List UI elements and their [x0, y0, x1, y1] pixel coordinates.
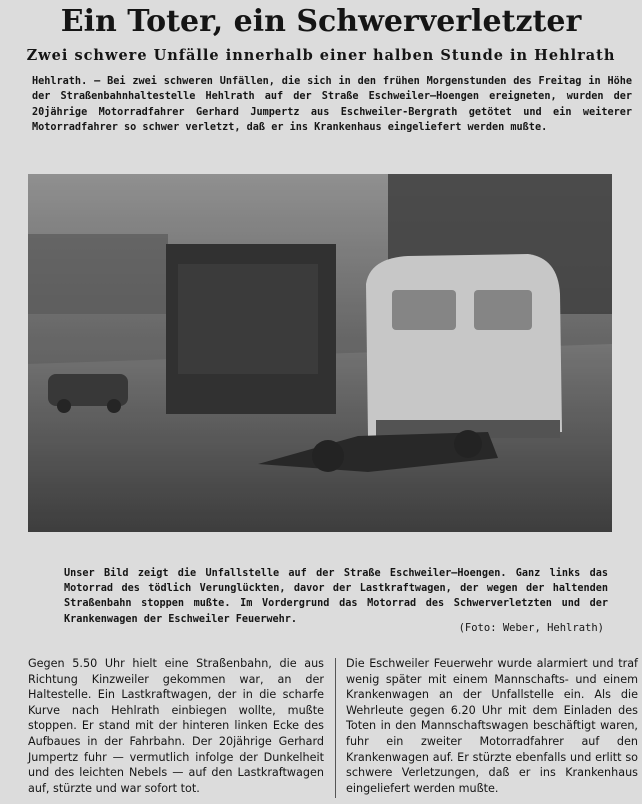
column-divider — [335, 658, 336, 798]
body-column-right: Die Eschweiler Feuerwehr wurde alarmiert und traf wenig später mit einem Mannschafts- und einem Krankenwagen an der Unfallstelle ein. Als die Wehrleute gegen 6.20 Uhr mit dem Einladen des Toten in den Mannschaftswagen beschäftigt waren, fuhr ein zweiter Motorradfahrer auf den Krankenwagen auf. Er stürzte ebenfalls und erlitt so schwere Verletzungen, daß er ins Krankenhaus eingeliefert werden mußte. — [346, 657, 638, 795]
accident-photo — [28, 174, 612, 532]
subheadline: Zwei schwere Unfälle innerhalb einer halben Stunde in Hehlrath — [26, 47, 616, 64]
body-column-left: Gegen 5.50 Uhr hielt eine Straßenbahn, die aus Richtung Kinzweiler gekommen war, an der Haltestelle. Ein Lastkraftwagen, der in die scharfe Kurve nach Hehlrath einbiegen wollte, mußte stoppen. Er stand mit der hinteren linken Ecke des Aufbaues in der Fahrbahn. Der 20jährige Gerhard Jumpertz fuhr — vermutlich infolge der Dunkelheit und des leichten Nebels — auf den Lastkraftwagen auf, stürzte und war sofort tot. — [28, 657, 324, 795]
lead-paragraph: Hehlrath. — Bei zwei schweren Unfällen, die sich in den frühen Morgenstunden des Freitag in Höhe der Straßenbahnhaltestelle Hehlrath auf der Straße Eschweiler—Hoengen ereigneten, wurden der 20jährige Motorradfahrer Gerhard Jumpertz aus Eschweiler-Bergrath getötet und ein weiterer Motorradfahrer so schwer verletzt, daß er ins Krankenhaus eingeliefert werden mußte. — [32, 76, 632, 134]
photo-credit: (Foto: Weber, Hehlrath) — [458, 622, 604, 634]
headline: Ein Toter, ein Schwerverletzter — [60, 4, 582, 39]
photo-caption: Unser Bild zeigt die Unfallstelle auf der Straße Eschweiler—Hoengen. Ganz links das Motorrad des tödlich Verunglückten, davor der Lastkraftwagen, der wegen der haltenden Straßenbahn stoppen mußte. Im Vordergrund das Motorrad des Schwerverletzten und der Krankenwagen der Eschweiler Feuerwehr. — [64, 568, 608, 625]
